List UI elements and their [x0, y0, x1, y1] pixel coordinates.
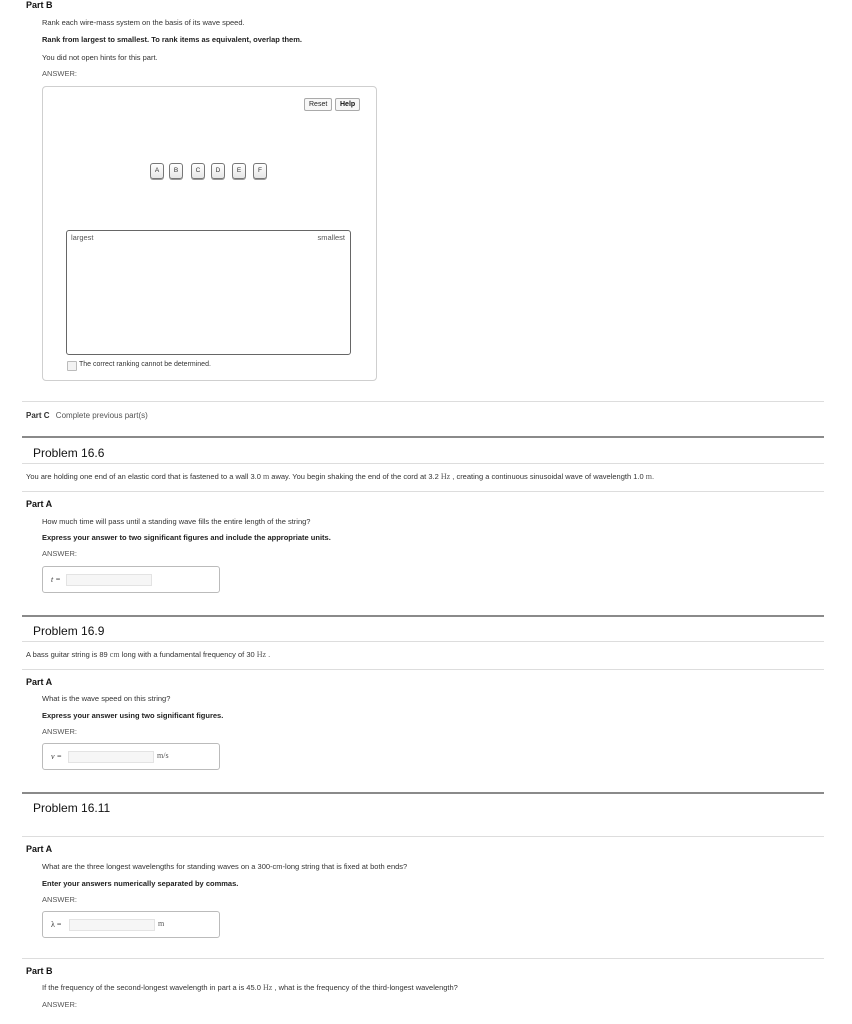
part-b-instruction: Rank from largest to smallest. To rank items as equivalent, overlap them.: [42, 35, 302, 44]
p16-11-part-b-heading: Part B: [26, 966, 53, 976]
rank-item-d[interactable]: D: [211, 163, 225, 179]
part-c-status: Complete previous part(s): [55, 411, 148, 420]
part-b-heading: Part B: [26, 0, 53, 10]
rank-item-b[interactable]: B: [169, 163, 183, 179]
rank-item-c[interactable]: C: [191, 163, 205, 179]
problem-16-11-title: Problem 16.11: [33, 801, 111, 815]
p16-11-part-a-heading: Part A: [26, 844, 53, 854]
p16-9-answer-input[interactable]: [68, 751, 154, 763]
problem-16-6-title: Problem 16.6: [33, 446, 105, 460]
problem-16-9-statement: A bass guitar string is 89 cm long with a fundamental frequency of 30 Hz .: [26, 650, 271, 659]
widget-toolbar: [304, 98, 364, 111]
rank-item-f[interactable]: F: [253, 163, 267, 179]
problem-16-6-statement: You are holding one end of an elastic cord that is fastened to a wall 3.0 m away. You begin shaking the end of the cord at 3.2 Hz , creating a continuous sinusoidal wave of wavelength 1.0 m.: [26, 472, 655, 481]
largest-label: largest: [71, 233, 94, 242]
problem-divider: [22, 792, 824, 794]
rank-item-a[interactable]: A: [150, 163, 164, 179]
p16-9-instruction: Express your answer using two significant figures.: [42, 711, 224, 720]
divider: [22, 641, 824, 642]
divider: [22, 669, 824, 670]
p16-11-answer-input[interactable]: [69, 919, 155, 931]
p16-9-answer-box: [42, 743, 220, 770]
p16-6-instruction: Express your answer to two significant figures and include the appropriate units.: [42, 533, 331, 542]
rank-item-e[interactable]: E: [232, 163, 246, 179]
help-button[interactable]: Help: [335, 98, 360, 111]
p16-11-question-b: If the frequency of the second-longest wavelength in part a is 45.0 Hz , what is the frequency of the third-longest wavelength?: [42, 983, 458, 992]
divider: [22, 958, 824, 959]
p16-11-answer-box: [42, 911, 220, 938]
p16-11-answer-label-b: ANSWER:: [42, 1000, 78, 1009]
p16-9-unit: m/s: [157, 751, 169, 760]
ranking-widget: [42, 86, 377, 381]
p16-11-variable: λ =: [51, 920, 62, 929]
divider: [22, 463, 824, 464]
reset-button[interactable]: Reset: [304, 98, 332, 111]
p16-6-question: How much time will pass until a standing wave fills the entire length of the string?: [42, 517, 311, 526]
problem-divider: [22, 436, 824, 438]
p16-9-variable: v =: [51, 752, 62, 761]
p16-9-question: What is the wave speed on this string?: [42, 694, 171, 703]
p16-6-answer-input[interactable]: [66, 574, 152, 586]
p16-11-unit: m: [158, 919, 165, 928]
part-c-heading: Part C: [26, 411, 50, 420]
p16-6-answer-box: [42, 566, 220, 593]
p16-9-part-a-heading: Part A: [26, 677, 53, 687]
problem-divider: [22, 615, 824, 617]
hints-status: You did not open hints for this part.: [42, 53, 158, 62]
p16-11-answer-label-a: ANSWER:: [42, 895, 78, 904]
problem-16-9-title: Problem 16.9: [33, 624, 105, 638]
answer-label: ANSWER:: [42, 69, 78, 78]
divider: [22, 401, 824, 402]
part-c-row[interactable]: [26, 411, 148, 420]
p16-9-answer-label: ANSWER:: [42, 727, 78, 736]
p16-11-question-a: What are the three longest wavelengths for standing waves on a 300-cm-long string that is fixed at both ends?: [42, 862, 408, 871]
p16-6-part-a-heading: Part A: [26, 499, 53, 509]
p16-11-instruction-a: Enter your answers numerically separated by commas.: [42, 879, 239, 888]
cannot-determine-checkbox[interactable]: [67, 361, 77, 371]
ranking-drop-zone[interactable]: [66, 230, 351, 355]
cannot-determine-label: The correct ranking cannot be determined.: [79, 361, 211, 368]
divider: [22, 836, 824, 837]
p16-6-answer-label: ANSWER:: [42, 549, 78, 558]
divider: [22, 491, 824, 492]
p16-6-variable: t =: [51, 575, 61, 584]
part-b-question: Rank each wire-mass system on the basis of its wave speed.: [42, 18, 245, 27]
smallest-label: smallest: [317, 233, 345, 242]
